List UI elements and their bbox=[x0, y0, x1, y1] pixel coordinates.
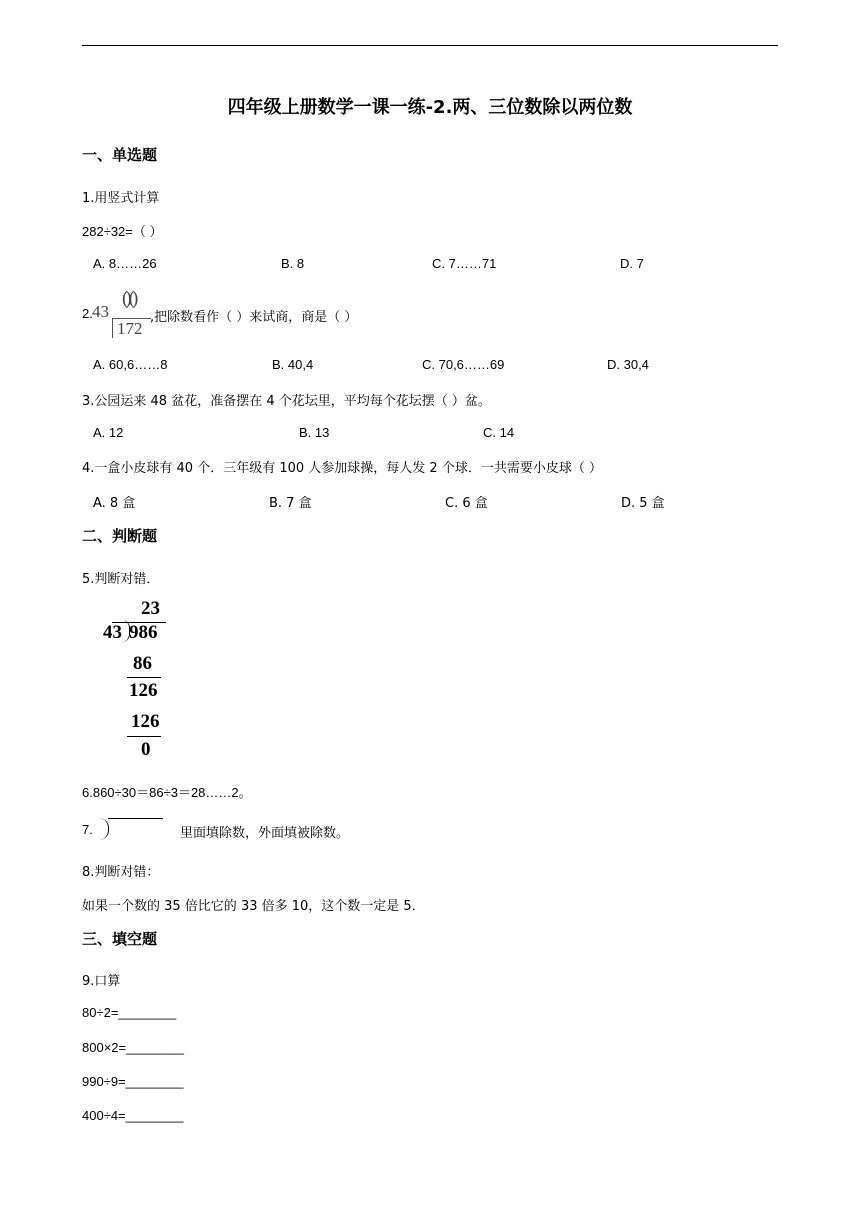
question-1-stem: 1.用竖式计算 bbox=[82, 191, 160, 206]
question-5-dividend: 986 bbox=[129, 622, 158, 643]
question-1-option-d: D. 7 bbox=[620, 256, 644, 271]
question-5-remainder: 0 bbox=[141, 739, 151, 760]
question-1-option-c: C. 7……71 bbox=[432, 256, 497, 271]
question-2-option-c: C. 70,6……69 bbox=[422, 357, 505, 372]
question-1-option-b: B. 8 bbox=[281, 256, 305, 271]
page-title: 四年级上册数学一课一练-2.两、三位数除以两位数 bbox=[227, 97, 633, 118]
question-4-option-a: A. 8 盒 bbox=[93, 496, 136, 511]
question-9-item-4: 400÷4=________ bbox=[82, 1108, 184, 1123]
question-2-bracket-side bbox=[112, 318, 113, 338]
question-1-expression: 282÷32=（ ） bbox=[82, 224, 163, 239]
question-3-option-a: A. 12 bbox=[93, 425, 124, 440]
question-5-stem: 5.判断对错． bbox=[82, 572, 160, 587]
question-5-step-1: 86 bbox=[133, 653, 152, 674]
question-2-dividend: 172 bbox=[117, 319, 143, 338]
section-heading-fill-in: 三、填空题 bbox=[82, 930, 158, 948]
question-7-bracket-curve bbox=[99, 818, 109, 840]
question-5-rule-2 bbox=[127, 736, 161, 737]
question-7-number: 7. bbox=[82, 822, 93, 837]
question-4-option-b: B. 7 盒 bbox=[269, 496, 312, 511]
question-2-option-a: A. 60,6……8 bbox=[93, 357, 168, 372]
question-3-option-c: C. 14 bbox=[483, 425, 515, 440]
question-3-stem: 3.公园运来 48 盆花，准备摆在 4 个花坛里，平均每个花坛摆（ ）盆。 bbox=[82, 394, 491, 409]
question-2-stem: ,把除数看作（ ）来试商，商是（ ） bbox=[150, 310, 358, 325]
question-9-item-2: 800×2=________ bbox=[82, 1040, 184, 1055]
question-2-number: 2. bbox=[82, 306, 93, 321]
question-2-quotient-placeholder: ()() bbox=[122, 288, 136, 309]
section-heading-single-choice: 一、单选题 bbox=[82, 146, 158, 164]
question-5-quotient: 23 bbox=[141, 598, 160, 619]
question-5-rule-1 bbox=[127, 677, 161, 678]
question-5-divisor: 43 bbox=[103, 622, 122, 643]
question-5-step-3: 126 bbox=[131, 711, 160, 732]
question-2-option-d: D. 30,4 bbox=[607, 357, 649, 372]
question-2-option-b: B. 40,4 bbox=[272, 357, 314, 372]
question-9-stem: 9.口算 bbox=[82, 974, 121, 989]
question-4-option-c: C. 6 盒 bbox=[445, 496, 488, 511]
question-8-stem: 8.判断对错： bbox=[82, 865, 160, 880]
question-4-option-d: D. 5 盒 bbox=[621, 496, 665, 511]
header-rule bbox=[82, 45, 778, 46]
section-heading-true-false: 二、判断题 bbox=[82, 527, 158, 545]
question-7-bracket-top bbox=[108, 818, 163, 819]
question-9-item-3: 990÷9=________ bbox=[82, 1074, 184, 1089]
question-7-stem: 里面填除数，外面填被除数。 bbox=[180, 826, 350, 841]
question-6-stem: 6.860÷30＝86÷3＝28……2。 bbox=[82, 785, 252, 800]
question-3-option-b: B. 13 bbox=[299, 425, 330, 440]
question-1-option-a: A. 8……26 bbox=[93, 256, 157, 271]
question-4-stem: 4.一盒小皮球有 40 个．三年级有 100 人参加球操，每人发 2 个球．一共需要小皮球（ ） bbox=[82, 461, 602, 476]
question-8-body: 如果一个数的 35 倍比它的 33 倍多 10，这个数一定是 5． bbox=[82, 899, 425, 914]
question-2-divisor: 43 bbox=[92, 302, 109, 321]
question-9-item-1: 80÷2=________ bbox=[82, 1005, 177, 1020]
question-5-step-2: 126 bbox=[129, 680, 158, 701]
